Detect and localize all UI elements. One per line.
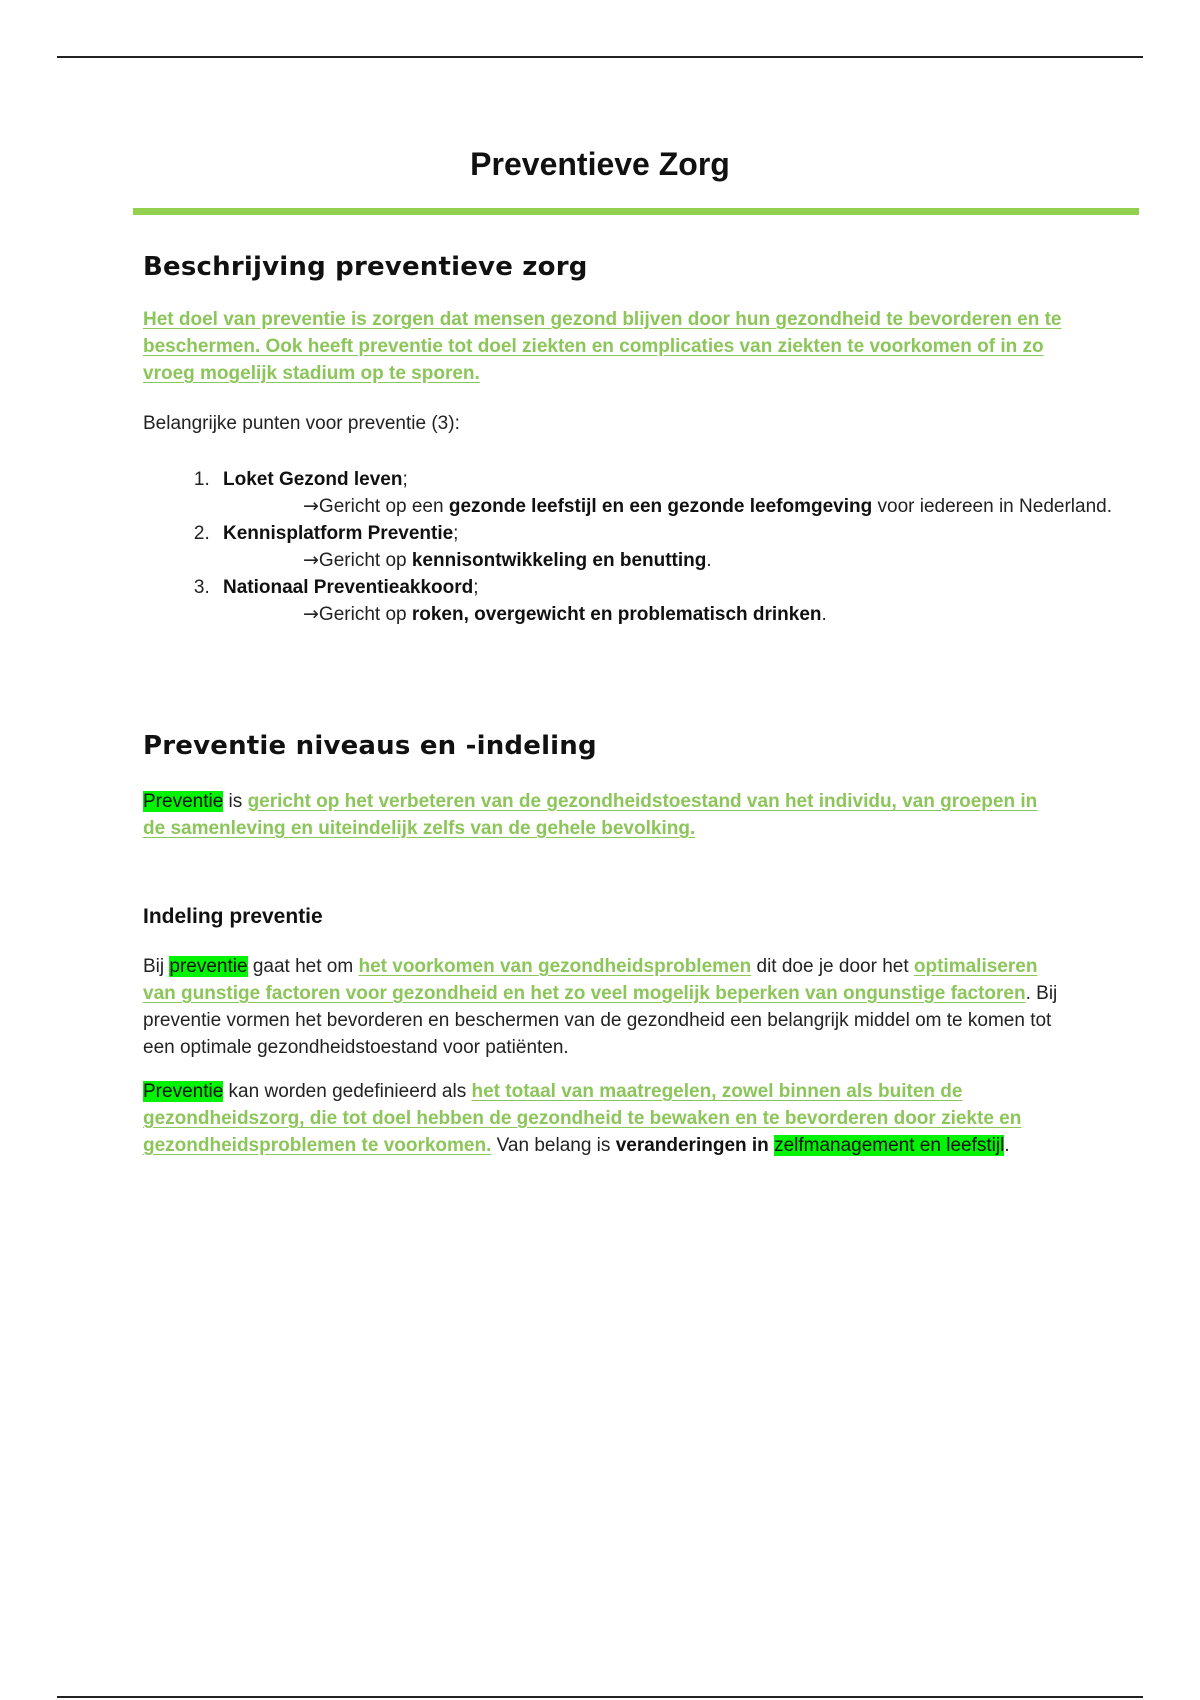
highlighted-term: Preventie [143,1081,224,1102]
title-underline-bar [133,208,1139,215]
arrow-right-icon: → [303,549,319,571]
highlighted-term: Preventie [143,791,224,812]
list-item: 1. Loket Gezond leven; →Gericht op een gezonde leefstijl en een gezonde leefomgeving voor iedereen in Nederland. [215,466,1135,520]
list-item-detail: →Gericht op kennisontwikkeling en benutting. [303,549,712,571]
indeling-paragraph-1: Bij preventie gaat het om het voorkomen van gezondheidsproblemen dit doe je door het optimaliseren van gunstige factoren voor gezondheid en het zo veel mogelijk beperken van ongunstige factoren. Bij preventie vormen het bevorderen en beschermen van de gezondheid een belangrijk middel om te komen tot een optimale gezondheidstoestand voor patiënten. [143,956,1058,1058]
intro-text: Het doel van preventie is zorgen dat mensen gezond blijven door hun gezondheid te bevorderen en te beschermen. Ook heeft preventie tot doel ziekten en complicaties van ziekten te voorkomen of in zo vroeg mogelijk stadium op te sporen. [143,309,1062,384]
footer-rule [57,1696,1143,1698]
intro-paragraph [143,306,1063,387]
section-heading-niveaus: Preventie niveaus en -indeling [143,731,597,761]
page-title: Preventieve Zorg [470,146,730,182]
list-item: 2. Kennisplatform Preventie; →Gericht op kennisontwikkeling en benutting. [215,520,1135,574]
list-item-detail: →Gericht op roken, overgewicht en problematisch drinken. [303,603,827,625]
section-heading-beschrijving: Beschrijving preventieve zorg [143,252,588,282]
highlighted-term: zelfmanagement en leefstijl [774,1135,1005,1156]
points-label: Belangrijke punten voor preventie (3): [143,413,460,434]
arrow-right-icon: → [303,495,319,517]
arrow-right-icon: → [303,603,319,625]
indeling-paragraph-2: Preventie kan worden gedefinieerd als het totaal van maatregelen, zowel binnen als buiten de gezondheidszorg, die tot doel hebben de gezondheid te bewaken en te bevorderen door ziekte en gezondheidsproblemen te voorkomen. Van belang is veranderingen in zelfmanagement en leefstijl. [143,1081,1022,1156]
header-rule [57,56,1143,58]
points-list [143,466,1135,628]
list-item: 3. Nationaal Preventieakkoord; →Gericht op roken, overgewicht en problematisch drinken. [215,574,1135,628]
highlighted-term: preventie [169,956,248,977]
list-item-detail: →Gericht op een gezonde leefstijl en een gezonde leefomgeving voor iedereen in Nederland. [303,495,1112,517]
section-heading-indeling: Indeling preventie [143,905,323,928]
niveaus-paragraph: Preventie is gericht op het verbeteren van de gezondheidstoestand van het individu, van groepen in de samenleving en uiteindelijk zelfs van de gehele bevolking. [143,791,1038,839]
